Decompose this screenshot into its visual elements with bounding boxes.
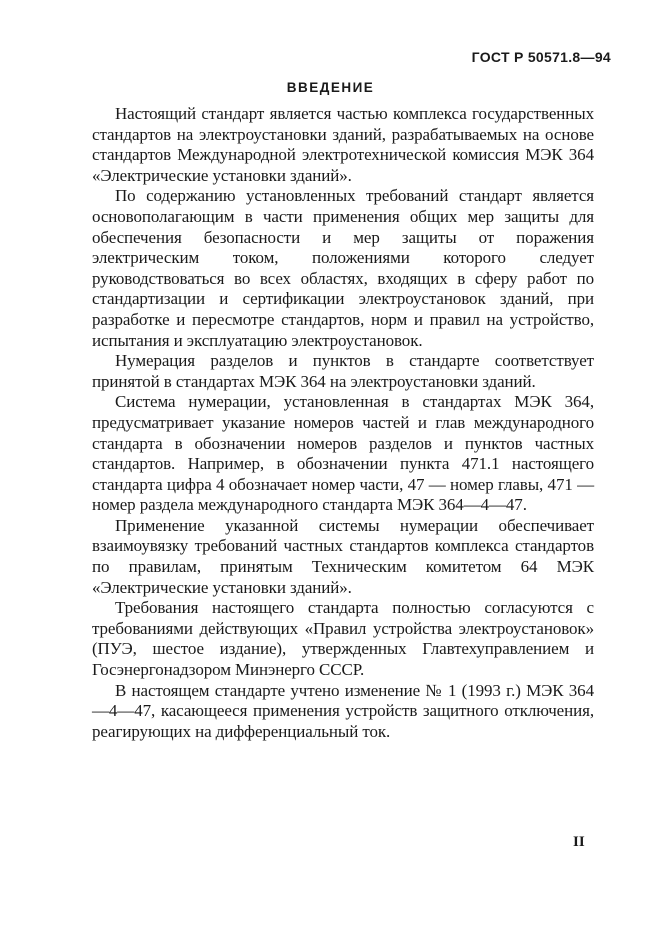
paragraph: В настоящем стандарте учтено изменение № 1 (1993 г.) МЭК 364—4—47, касающееся применения устройств защитного отключения, реагирующих на дифференциальный ток. [92,680,594,741]
paragraph: По содержанию установленных требований стандарт является основополагающим в части применения общих мер защиты для обеспечения безопасности и мер защиты от поражения электрическим током, положениями которого следует руководствоваться во всех областях, входящих в сферу работ по стандартизации и сертификации электроустановок зданий, при разработке и пересмотре стандартов, норм и правил на устройство, испытания и эксплуатацию электроустановок. [92,186,594,350]
paragraph: Нумерация разделов и пунктов в стандарте соответствует принятой в стандартах МЭК 364 на электроустановки зданий. [92,351,594,391]
paragraph: Требования настоящего стандарта полностью согласуются с требованиями действующих «Правил устройства электроустановок» (ПУЭ, шестое издание), утвержденных Главтехуправлением и Госэнергонадзором Минэнерго СССР. [92,598,594,680]
section-title: ВВЕДЕНИЕ [286,80,375,95]
paragraph: Система нумерации, установленная в стандартах МЭК 364, предусматривает указание номеров частей и глав международного стандарта в обозначении номеров разделов и пунктов частных стандартов. Например, в обозначении пункта 471.1 настоящего стандарта цифра 4 обозначает номер части, 47 — номер главы, 471 — номер раздела международного стандарта МЭК 364—4—47. [92,392,594,515]
paragraph: Настоящий стандарт является частью комплекса государственных стандартов на электроустановки зданий, разрабатываемых на основе стандартов Международной электротехнической комиссия МЭК 364 «Электрические установки зданий». [92,104,594,185]
paragraph: Применение указанной системы нумерации обеспечивает взаимоувязку требований частных стандартов комплекса стандартов по правилам, принятым Техническим комитетом 64 МЭК «Электрические установки зданий». [92,515,594,597]
body-text [92,104,594,742]
document-header: ГОСТ Р 50571.8—94 [471,49,611,65]
page-number: II [573,834,585,850]
